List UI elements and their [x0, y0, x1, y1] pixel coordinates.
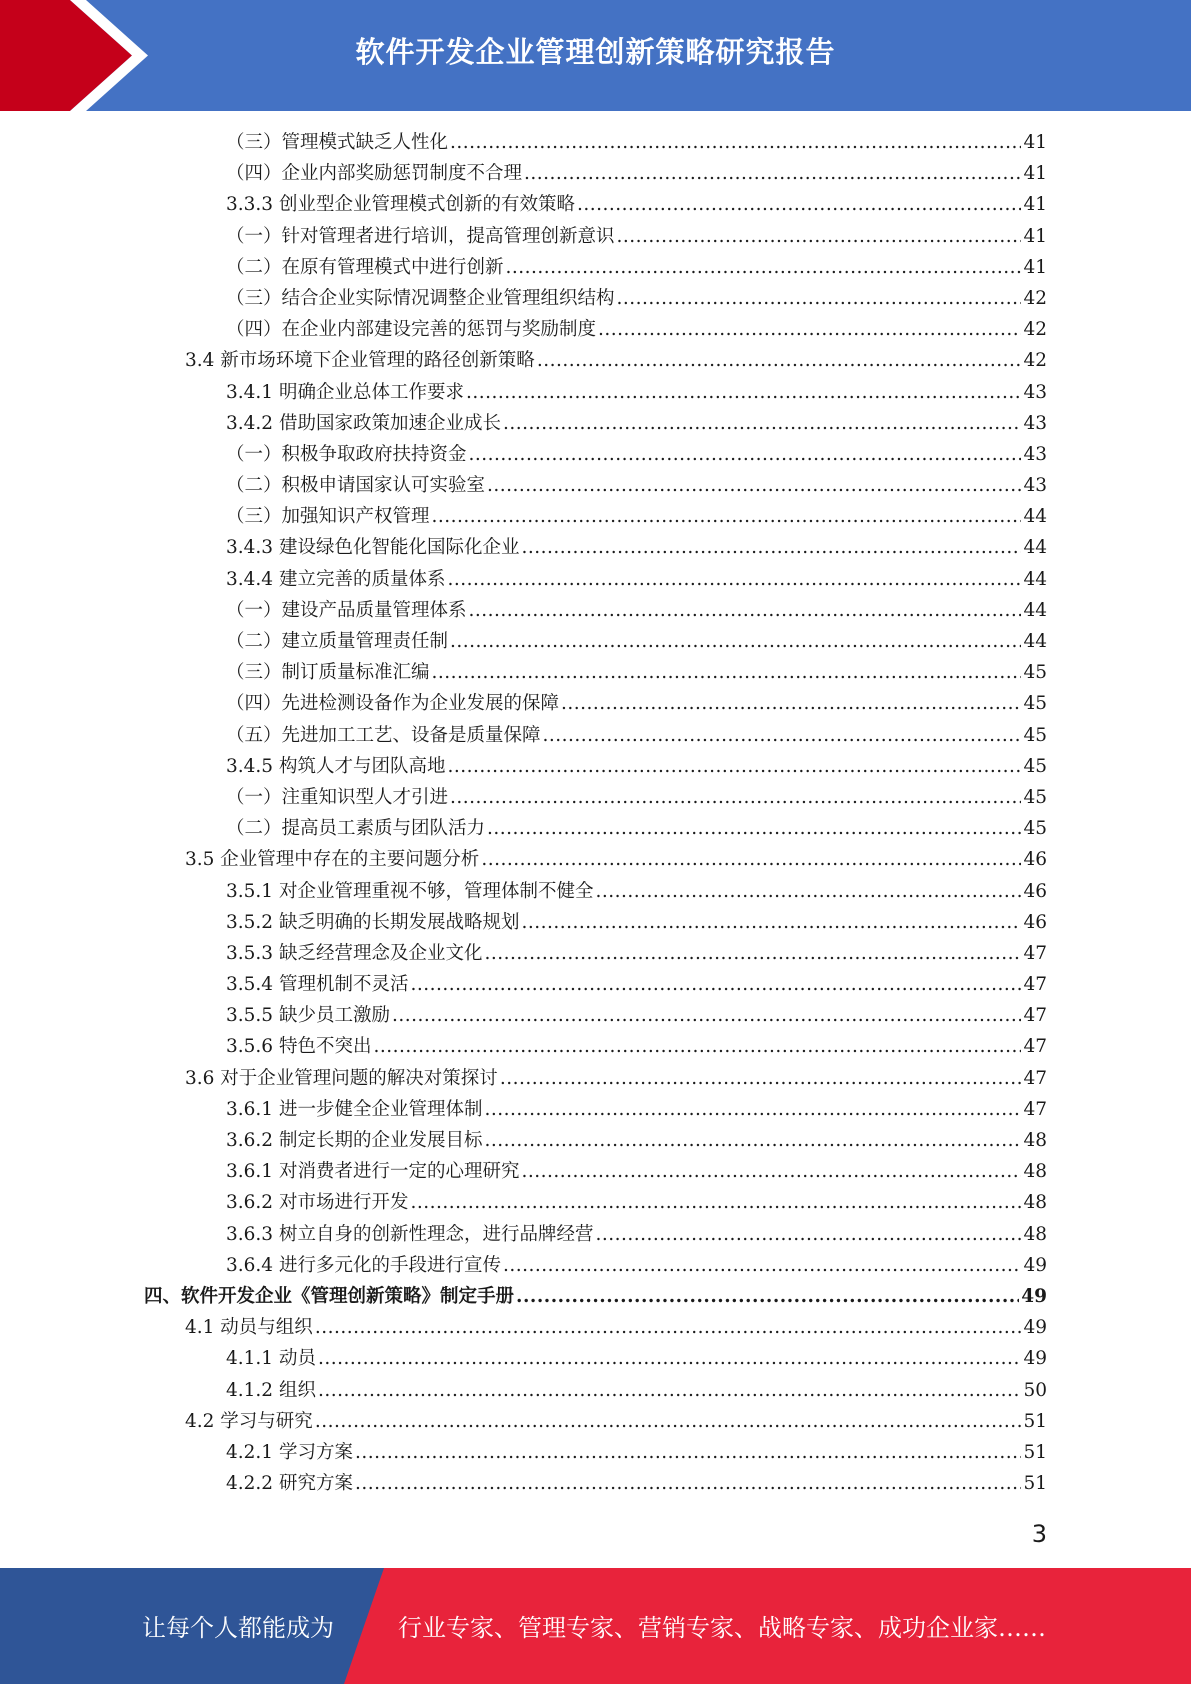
toc-entry-label: （三）管理模式缺乏人性化	[226, 132, 449, 153]
toc-entry-page: 42	[1023, 287, 1047, 309]
toc-entry-page: 41	[1023, 132, 1047, 153]
toc-entry-page: 44	[1023, 599, 1047, 621]
toc-entry[interactable]	[0, 377, 1191, 408]
toc-leader-dots	[503, 408, 1021, 439]
toc-entry-label: （四）企业内部奖励惩罚制度不合理	[226, 163, 523, 185]
toc-entry-label: 3.5.4 管理机制不灵活	[226, 974, 409, 996]
toc-entry[interactable]	[0, 720, 1191, 751]
toc-entry[interactable]	[0, 470, 1191, 501]
toc-entry[interactable]	[0, 1343, 1191, 1374]
toc-leader-dots	[450, 626, 1021, 657]
toc-entry[interactable]	[0, 907, 1191, 938]
toc-leader-dots	[392, 1000, 1021, 1031]
toc-leader-dots	[516, 1281, 1019, 1312]
toc-entry-page: 46	[1023, 849, 1047, 871]
toc-entry-page: 51	[1023, 1473, 1047, 1495]
toc-entry[interactable]	[0, 626, 1191, 657]
toc-entry-page: 46	[1023, 911, 1047, 933]
toc-entry-page: 44	[1023, 506, 1047, 528]
toc-entry-label: 3.5.5 缺少员工激励	[226, 1005, 390, 1027]
toc-entry-page: 41	[1023, 225, 1047, 247]
toc-leader-dots	[484, 1125, 1021, 1156]
toc-entry-label: （三）结合企业实际情况调整企业管理组织结构	[226, 287, 615, 309]
toc-entry-page: 44	[1023, 537, 1047, 559]
toc-leader-dots	[481, 844, 1021, 875]
toc-entry-page: 50	[1023, 1379, 1047, 1401]
toc-leader-dots	[484, 938, 1021, 969]
toc-leader-dots	[484, 1094, 1021, 1125]
toc-leader-dots	[469, 439, 1022, 470]
toc-entry-label: （一）建设产品质量管理体系	[226, 599, 467, 621]
toc-leader-dots	[595, 1219, 1021, 1250]
table-of-contents	[0, 127, 1191, 1499]
toc-leader-dots	[469, 595, 1022, 626]
toc-entry-label: （一）注重知识型人才引进	[226, 786, 449, 808]
toc-entry-label: 3.6.2 对市场进行开发	[226, 1192, 409, 1214]
toc-entry-page: 51	[1023, 1410, 1047, 1432]
toc-leader-dots	[487, 813, 1021, 844]
toc-entry[interactable]	[0, 1094, 1191, 1125]
toc-entry-label: （二）提高员工素质与团队活力	[226, 818, 486, 840]
toc-leader-dots	[450, 782, 1021, 813]
toc-entry-page: 49	[1023, 1254, 1047, 1276]
toc-leader-dots	[450, 127, 1021, 158]
toc-entry[interactable]	[0, 532, 1191, 563]
toc-leader-dots	[521, 1156, 1021, 1187]
toc-entry[interactable]	[0, 813, 1191, 844]
toc-entry-page: 49	[1021, 1285, 1047, 1307]
toc-entry-label: 3.4.3 建设绿色化智能化国际化企业	[226, 537, 520, 559]
toc-leader-dots	[561, 688, 1021, 719]
toc-leader-dots	[432, 501, 1022, 532]
footer-slogan-right: 行业专家、管理专家、营销专家、战略专家、成功企业家……	[398, 1614, 1046, 1642]
report-title: 软件开发企业管理创新策略研究报告	[355, 35, 836, 69]
toc-entry-page: 47	[1023, 1098, 1047, 1120]
toc-entry-page: 46	[1023, 880, 1047, 902]
toc-entry[interactable]	[0, 1000, 1191, 1031]
toc-leader-dots	[318, 1375, 1022, 1406]
toc-entry[interactable]	[0, 1125, 1191, 1156]
toc-entry[interactable]	[0, 501, 1191, 532]
toc-entry-label: 4.1 动员与组织	[185, 1317, 313, 1339]
toc-entry-page: 47	[1023, 1036, 1047, 1058]
toc-entry[interactable]	[0, 1187, 1191, 1218]
toc-entry-label: 3.5 企业管理中存在的主要问题分析	[185, 849, 480, 871]
toc-entry-label: 4.1.1 动员	[226, 1348, 316, 1370]
toc-entry[interactable]	[0, 657, 1191, 688]
toc-entry[interactable]	[0, 1031, 1191, 1062]
toc-entry[interactable]	[0, 1468, 1191, 1499]
toc-leader-dots	[315, 1312, 1022, 1343]
toc-entry-label: 四、软件开发企业《管理创新策略》制定手册	[144, 1285, 515, 1307]
toc-entry[interactable]	[0, 1250, 1191, 1281]
toc-leader-dots	[373, 1031, 1021, 1062]
toc-entry[interactable]	[0, 751, 1191, 782]
toc-entry[interactable]	[0, 283, 1191, 314]
toc-entry-page: 42	[1023, 350, 1047, 372]
toc-entry[interactable]	[0, 314, 1191, 345]
toc-entry[interactable]	[0, 782, 1191, 813]
toc-entry[interactable]	[0, 439, 1191, 470]
toc-entry[interactable]	[0, 595, 1191, 626]
toc-entry-label: （四）先进检测设备作为企业发展的保障	[226, 693, 560, 715]
toc-entry[interactable]	[0, 1219, 1191, 1250]
toc-entry-label: （五）先进加工工艺、设备是质量保障	[226, 724, 541, 746]
toc-entry-label: （三）加强知识产权管理	[226, 506, 430, 528]
page-footer	[0, 1568, 1191, 1684]
toc-entry[interactable]	[0, 688, 1191, 719]
toc-leader-dots	[432, 657, 1022, 688]
toc-leader-dots	[447, 751, 1021, 782]
toc-leader-dots	[537, 345, 1022, 376]
toc-entry-page: 48	[1023, 1223, 1047, 1245]
toc-leader-dots	[617, 221, 1022, 252]
toc-entry-label: 3.4.1 明确企业总体工作要求	[226, 381, 464, 403]
toc-leader-dots	[503, 1250, 1021, 1281]
toc-leader-dots	[447, 564, 1021, 595]
toc-entry-page: 45	[1023, 693, 1047, 715]
toc-entry-page: 43	[1023, 412, 1047, 434]
toc-leader-dots	[506, 252, 1022, 283]
toc-entry[interactable]	[0, 189, 1191, 220]
toc-entry-label: 3.6.1 对消费者进行一定的心理研究	[226, 1161, 520, 1183]
toc-entry-label: 3.4.5 构筑人才与团队高地	[226, 755, 446, 777]
toc-entry-page: 43	[1023, 443, 1047, 465]
toc-entry-label: 3.6.2 制定长期的企业发展目标	[226, 1130, 483, 1151]
toc-entry-label: 4.2.1 学习方案	[226, 1441, 353, 1463]
toc-entry-page: 45	[1023, 818, 1047, 840]
toc-entry-label: 3.6.3 树立自身的创新性理念，进行品牌经营	[226, 1223, 594, 1245]
toc-entry-label: 3.5.3 缺乏经营理念及企业文化	[226, 942, 483, 964]
toc-entry-page: 47	[1023, 974, 1047, 996]
toc-entry-label: （一）积极争取政府扶持资金	[226, 443, 467, 465]
toc-entry-page: 49	[1023, 1348, 1047, 1370]
toc-entry-page: 49	[1023, 1317, 1047, 1339]
toc-entry-label: （二）在原有管理模式中进行创新	[226, 256, 504, 278]
toc-leader-dots	[598, 314, 1021, 345]
toc-entry-label: （三）制订质量标准汇编	[226, 662, 430, 684]
toc-entry-label: （四）在企业内部建设完善的惩罚与奖励制度	[226, 319, 597, 341]
toc-entry-label: （二）积极申请国家认可实验室	[226, 475, 486, 497]
toc-leader-dots	[543, 720, 1022, 751]
toc-entry-page: 43	[1023, 381, 1047, 403]
toc-entry-page: 47	[1023, 942, 1047, 964]
toc-entry[interactable]	[0, 408, 1191, 439]
toc-entry-page: 51	[1023, 1441, 1047, 1463]
toc-entry-page: 45	[1023, 662, 1047, 684]
toc-entry-page: 47	[1023, 1005, 1047, 1027]
toc-entry[interactable]	[0, 252, 1191, 283]
toc-entry-label: 3.6 对于企业管理问题的解决对策探讨	[185, 1067, 498, 1089]
toc-entry[interactable]	[0, 1437, 1191, 1468]
toc-entry[interactable]	[0, 221, 1191, 252]
toc-entry-label: 3.4 新市场环境下企业管理的路径创新策略	[185, 350, 535, 372]
toc-entry-label: 4.2.2 研究方案	[226, 1473, 353, 1495]
toc-leader-dots	[410, 969, 1021, 1000]
toc-leader-dots	[355, 1437, 1022, 1468]
toc-entry-label: 3.6.4 进行多元化的手段进行宣传	[226, 1254, 501, 1276]
toc-entry-page: 41	[1023, 194, 1047, 216]
toc-entry-page: 45	[1023, 786, 1047, 808]
toc-entry-page: 45	[1023, 724, 1047, 746]
toc-entry[interactable]	[0, 1156, 1191, 1187]
toc-entry[interactable]	[0, 1063, 1191, 1094]
toc-entry-page: 44	[1023, 568, 1047, 590]
toc-entry-label: 3.3.3 创业型企业管理模式创新的有效策略	[226, 194, 575, 216]
toc-entry-page: 42	[1023, 319, 1047, 341]
toc-leader-dots	[466, 377, 1021, 408]
toc-entry[interactable]	[0, 564, 1191, 595]
toc-entry[interactable]	[0, 345, 1191, 376]
toc-entry-label: （二）建立质量管理责任制	[226, 631, 449, 652]
toc-entry-page: 41	[1023, 256, 1047, 278]
toc-entry[interactable]	[0, 127, 1191, 158]
toc-leader-dots	[595, 876, 1021, 907]
page-number: 3	[1031, 1520, 1047, 1548]
toc-entry[interactable]	[0, 969, 1191, 1000]
toc-leader-dots	[410, 1187, 1021, 1218]
footer-slogan-left: 让每个人都能成为	[142, 1614, 334, 1642]
toc-entry-label: 3.6.1 进一步健全企业管理体制	[226, 1098, 483, 1120]
toc-entry[interactable]	[0, 1312, 1191, 1343]
toc-leader-dots	[521, 907, 1021, 938]
toc-entry-label: 3.5.2 缺乏明确的长期发展战略规划	[226, 911, 520, 933]
toc-entry-page: 41	[1023, 163, 1047, 185]
toc-entry[interactable]	[0, 1406, 1191, 1437]
toc-entry[interactable]	[0, 844, 1191, 875]
page-header	[0, 0, 1191, 111]
toc-entry-label: 4.1.2 组织	[226, 1379, 316, 1401]
toc-leader-dots	[500, 1063, 1022, 1094]
toc-entry-page: 44	[1023, 631, 1047, 652]
toc-entry[interactable]	[0, 1281, 1191, 1312]
toc-entry-label: 3.4.4 建立完善的质量体系	[226, 568, 446, 590]
toc-entry[interactable]	[0, 938, 1191, 969]
toc-entry[interactable]	[0, 158, 1191, 189]
toc-leader-dots	[355, 1468, 1022, 1499]
toc-leader-dots	[524, 158, 1021, 189]
toc-entry-page: 48	[1023, 1192, 1047, 1214]
toc-entry[interactable]	[0, 1375, 1191, 1406]
toc-entry-label: 3.5.1 对企业管理重视不够，管理体制不健全	[226, 880, 594, 902]
toc-entry-page: 48	[1023, 1130, 1047, 1151]
toc-leader-dots	[315, 1406, 1022, 1437]
toc-leader-dots	[617, 283, 1022, 314]
toc-entry-label: 4.2 学习与研究	[185, 1410, 313, 1432]
toc-entry-page: 43	[1023, 475, 1047, 497]
toc-leader-dots	[318, 1343, 1022, 1374]
toc-entry-label: 3.4.2 借助国家政策加速企业成长	[226, 412, 501, 434]
toc-entry-page: 48	[1023, 1161, 1047, 1183]
toc-entry-label: （一）针对管理者进行培训，提高管理创新意识	[226, 225, 615, 247]
toc-entry-label: 3.5.6 特色不突出	[226, 1036, 372, 1058]
toc-entry-page: 47	[1023, 1067, 1047, 1089]
toc-entry-page: 45	[1023, 755, 1047, 777]
toc-leader-dots	[487, 470, 1021, 501]
toc-leader-dots	[577, 189, 1021, 220]
toc-leader-dots	[521, 532, 1021, 563]
toc-entry[interactable]	[0, 876, 1191, 907]
